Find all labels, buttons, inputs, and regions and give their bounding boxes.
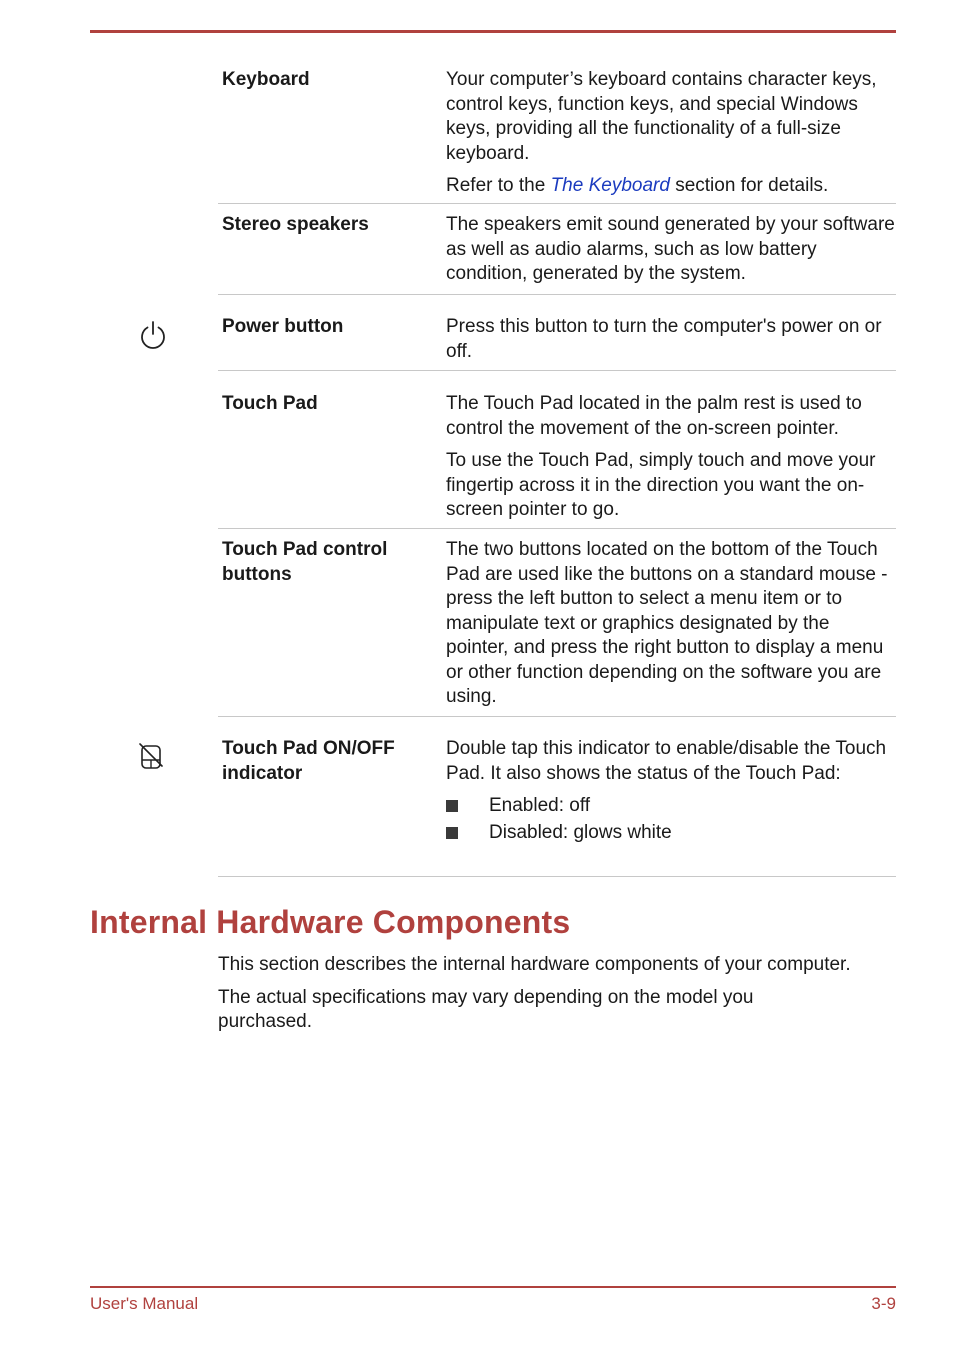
desc-touch-pad-control-buttons: The two buttons located on the bottom of the Touch Pad are used like the buttons on a standard mouse - press the left button to select a menu item or to manipulate text or graphics designated by the pointer, and press the right button to display a menu or other function depending on the software you are using. [446,539,888,707]
refer-prefix: Refer to the [446,175,551,196]
table-row-touch-pad [218,370,896,529]
section-paragraph: This section describes the internal hardware components of your computer. [218,954,851,975]
desc-paragraph: To use the Touch Pad, simply touch and move your fingertip across it in the direction you want the on-screen pointer to go. [446,450,876,520]
status-list [446,794,896,845]
refer-paragraph [446,174,896,199]
table-row-stereo-speakers-body [218,204,896,295]
table-row-touch-pad-indicator [218,716,896,877]
desc-touch-pad-indicator [446,737,896,845]
term-stereo-speakers: Stereo speakers [222,214,369,235]
desc-paragraph: The Touch Pad located in the palm rest is used to control the movement of the on-screen pointer. [446,393,862,439]
desc-stereo-speakers: The speakers emit sound generated by your software as well as audio alarms, such as low battery condition, generated by the system. [446,214,895,284]
list-item: Disabled: glows white [446,821,896,846]
desc-paragraph: Your computer’s keyboard contains character keys, control keys, function keys, and special Windows keys, providing all the functionality of a full-size keyboard. [446,69,877,164]
term-keyboard: Keyboard [222,69,310,90]
list-item: Enabled: off [446,794,896,819]
header-rule [90,30,896,33]
component-table [218,60,896,204]
table-row-touch-pad-control-buttons [218,528,896,717]
refer-suffix: section for details. [669,175,829,196]
desc-touch-pad [446,392,896,523]
footer-page-number: 3-9 [871,1294,896,1313]
desc-power-button: Press this button to turn the computer's power on or off. [446,316,882,362]
desc-paragraph: Double tap this indicator to enable/disable the Touch Pad. It also shows the status of the Touch Pad: [446,738,887,784]
section-body [218,953,908,1035]
table-row-keyboard [218,60,896,204]
touchpad-indicator-icon [138,742,164,772]
term-touch-pad: Touch Pad [222,393,318,414]
term-touch-pad-indicator: Touch Pad ON/OFF indicator [222,738,395,784]
table-row-power-button [218,294,896,371]
power-icon [138,319,168,351]
term-touch-pad-control-buttons: Touch Pad control buttons [222,539,388,585]
footer-rule [90,1286,896,1288]
section-heading: Internal Hardware Components [90,904,571,940]
term-power-button: Power button [222,316,344,337]
footer-manual-title: User's Manual [90,1294,199,1313]
desc-keyboard [446,60,896,199]
keyboard-section-link[interactable]: The Keyboard [550,175,670,196]
section-paragraph: The actual specifications may vary depending on the model you purchased. [218,986,754,1032]
